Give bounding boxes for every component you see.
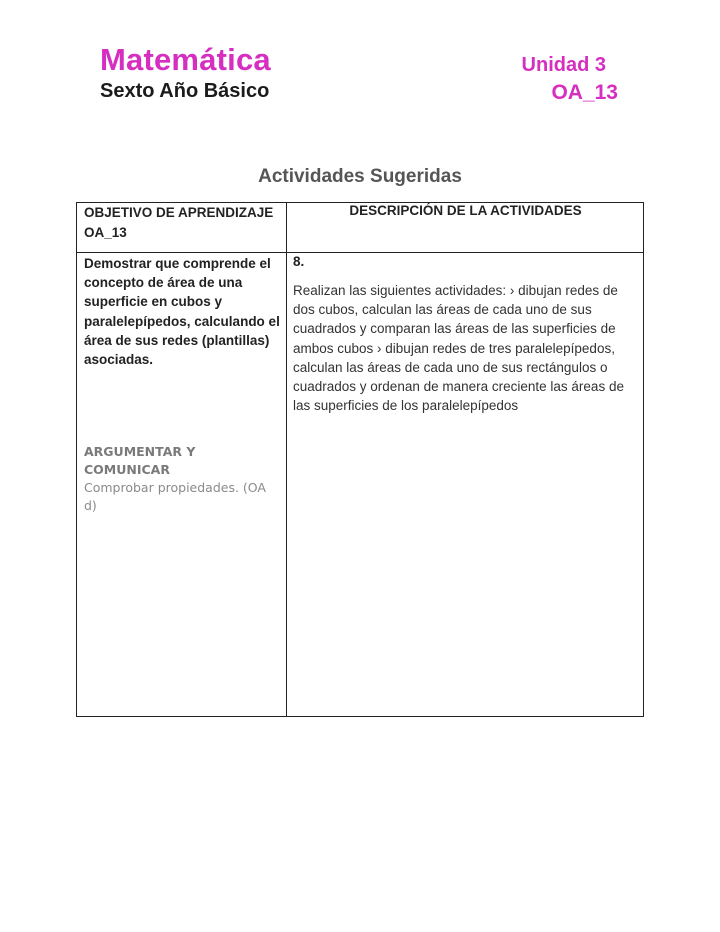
activities-table xyxy=(76,202,644,717)
grade-subtitle: Sexto Año Básico xyxy=(100,80,270,102)
table-row xyxy=(77,253,644,717)
skill-detail: Comprobar propiedades. (OA d) xyxy=(84,480,266,514)
section-title: Actividades Sugeridas xyxy=(258,166,462,187)
activity-number: 8. xyxy=(293,254,305,269)
objective-text: Demostrar que comprende el concepto de área de una superficie en cubos y paralelepípedos, calculando el área de sus redes (plantillas) asociadas. xyxy=(84,256,280,368)
unit-label: Unidad 3 xyxy=(521,54,606,76)
table-header-row xyxy=(77,203,644,253)
objective-cell xyxy=(77,253,287,717)
objective-column-header: OBJETIVO DE APRENDIZAJE OA_13 xyxy=(77,203,287,253)
activity-description: Realizan las siguientes actividades: › dibujan redes de dos cubos, calculan las áreas de cada uno de sus cuadrados y comparan las áreas de las superficies de ambos cubos › dibujan redes de tres paralelepípedos, calculan las áreas de cada uno de sus rectángulos o cuadrados y ordenan de manera creciente las áreas de las superficies de los paralelepípedos xyxy=(293,283,624,414)
skill-title: ARGUMENTAR Y COMUNICAR xyxy=(84,444,196,478)
subject-title: Matemática xyxy=(100,42,271,77)
description-cell xyxy=(287,253,644,717)
objective-code: OA_13 xyxy=(551,81,618,104)
description-column-header: DESCRIPCIÓN DE LA ACTIVIDADES xyxy=(287,203,644,253)
